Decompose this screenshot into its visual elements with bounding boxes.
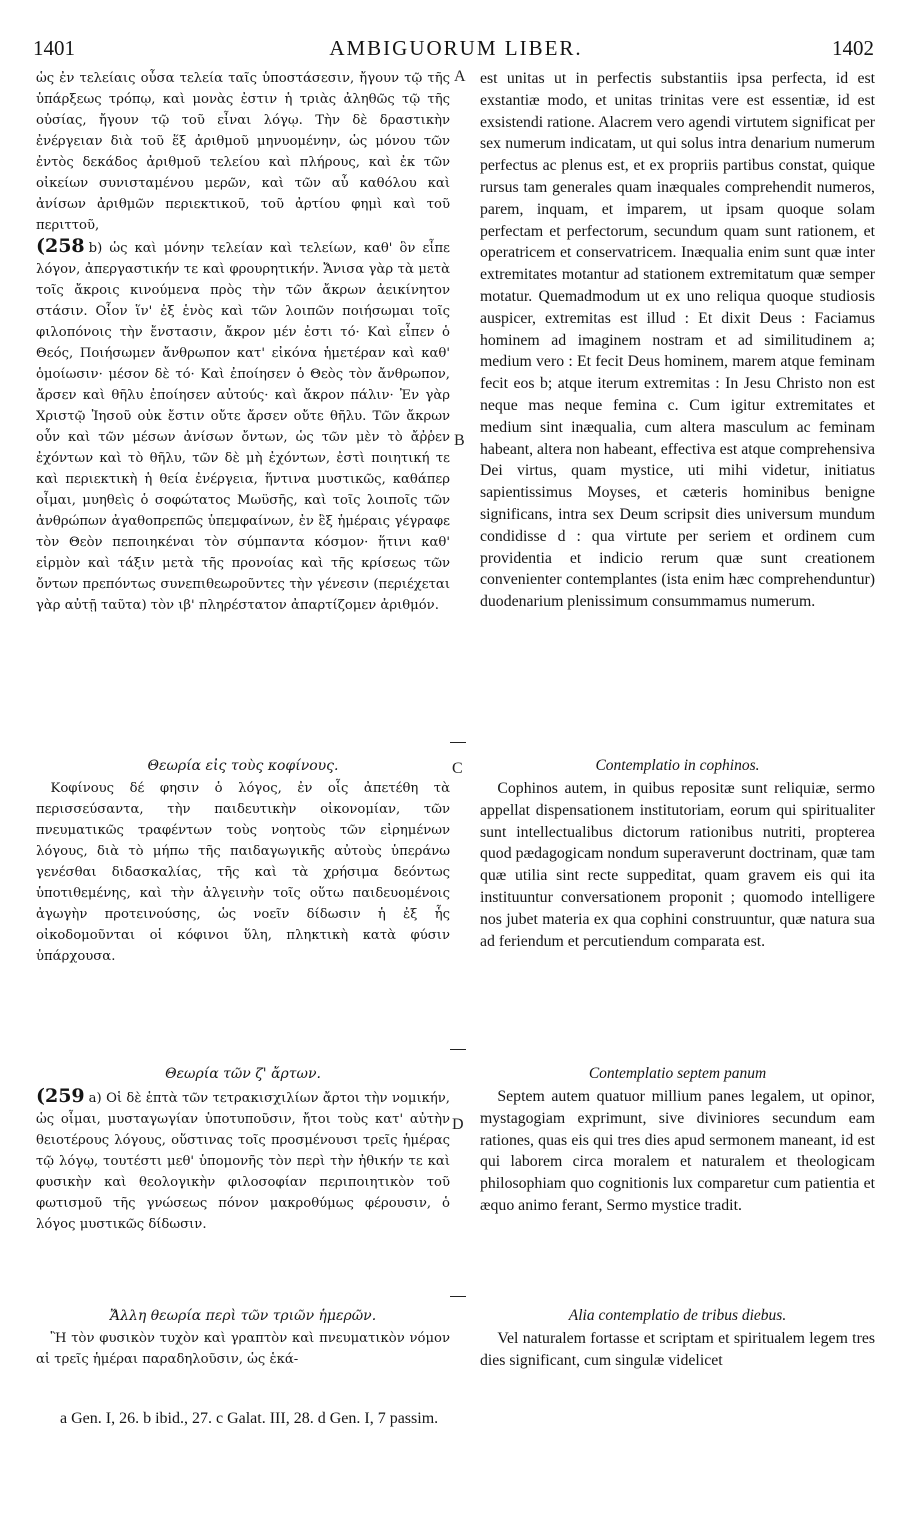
latin-paragraph-3: Septem autem quatuor millium panes legalem, ut opinor, mystagogiam exprimunt, sive diviniores secundum eam rationes, quas eis qui tres dies apud sermonem maneant, id est qui laborem circa moralem et naturalem et theologicam philosophiam quo cognitionis lux comparetur cum patientia et æquo animo ferant, Sermo mystice tradit. <box>480 1088 875 1214</box>
separator-2 <box>450 1049 466 1050</box>
greek-heading-three-days: Ἄλλη θεωρία περὶ τῶν τριῶν ἡμερῶν. <box>109 1308 377 1324</box>
greek-heading-cophinos: Θεωρία εἰς τοὺς κοφίνους. <box>147 758 339 774</box>
margin-marker-a: A <box>454 68 466 85</box>
greek-section-2 <box>36 754 450 967</box>
greek-paragraph-4: Ἢ τὸν φυσικὸν τυχὸν καὶ γραπτὸν καὶ πνευματικὸν νόμον αἱ τρεῖς ἡμέραι παραδηλοῦσιν, ὡς ἑκά- <box>36 1331 450 1367</box>
latin-heading-cophinos: Contemplatio in cophinos. <box>595 757 760 774</box>
latin-section-2 <box>480 754 875 952</box>
greek-paragraph-3-text: Οἱ δὲ ἑπτὰ τῶν τετρακισχιλίων ἄρτοι τὴν νομικήν, ὡς οἶμαι, μυσταγωγίαν ὑποτυποῦσιν, ἤτοι τοὺς κατ' αὐτὴν θειοτέρους λόγους, οὕστινας τοῖς προσμένουσι τρεῖς ἡμέρας τῷ λόγῳ, τουτέστι μεθ' ὑπομονῆς τὸν περὶ τὴν ἠθικήν τε καὶ φυσικὴν καὶ θεολογικὴν φιλοσοφίαν περιποιητικὸν τοῦ φωτισμοῦ τῆς γνώσεως πόνον μακροθύμως φέρουσιν, ὁ λόγος μυστικῶς δίδωσιν. <box>36 1091 450 1232</box>
greek-section-1 <box>36 68 450 616</box>
footnotes: a Gen. I, 26. b ibid., 27. c Galat. III, 28. d Gen. I, 7 passim. <box>60 1410 439 1427</box>
page-number-left: 1401 <box>33 36 75 60</box>
latin-heading-seven-loaves: Contemplatio septem panum <box>588 1065 767 1082</box>
latin-section-1 <box>480 68 875 613</box>
separator-1 <box>450 742 466 743</box>
greek-heading-seven-loaves: Θεωρία τῶν ζ' ἄρτων. <box>165 1066 321 1082</box>
latin-paragraph-1: est unitas ut in perfectis substantiis ipsa perfecta, id est exstantiæ modo, et unitas trinitas vere est essentiæ, id est exsistendi ratione. Alacrem vero agendi virtutem significat per sex numerum indicatam, ut qui solus intra denarium numerum perfectus ac plenus est, et ex propriis partibus constat, quique rursus tam generales quam inæquales comprehendit numeros, parem, inquam, et imparem, ut ipsam quoque solam perfectam et perfectorum, secundum quam sunt rationem, et operatricem et conservatricem. Inæqualia enim sunt quæ inter extremitates motantur ad stationem extremitatum quæ semper motatur. Quemadmodum ut ex uno reliqua quoque studiosis auspicer, extremitas est illud : Et dixit Deus : Faciamus hominem ad imaginem nostram et ad similitudinem a; medium vero : Et fecit Deus hominem, marem atque feminam fecit eos b; atque iterum extremitas : In Jesu Christo non est neque mas neque femina c. Cum igitur extremitates et medium sint inæqualia, cum altera masculum ac feminam habeant, altera non habeant, effectiva est atque comprehensiva Dei virtus, quam mystice, uti mihi videtur, initiatus sapientissimus Moyses, et cæteris hominibus benigne significans, intra sex Deum scripsit dies universum mundum condidisse d : qua virtute per seriem et ordinem cum providentia et indicio rerum quæ sunt creationem convenienter contemplantes (ista enim hæc comprehenduntur) duodenarium plenissimum consummamus numerum. <box>480 70 875 611</box>
greek-paragraph-3 <box>36 1086 450 1235</box>
greek-section-3 <box>36 1062 450 1235</box>
margin-marker-b: B <box>454 432 465 449</box>
margin-marker-d: D <box>452 1116 464 1133</box>
greek-paragraph-1-cont: ὡς καὶ μόνην τελείαν καὶ τελείων, καθ' ὃν εἶπε λόγον, ἀπεργαστικήν τε καὶ φρουρητικήν. Ἄνισα γὰρ τὰ μετὰ τοῖς ἄκροις κινούμενα πρὸς τὴν τῶν ἄκρων ἀεικίνητον στάσιν. Οἷον ἵν' ἐξ ἑνὸς καὶ τῶν λοιπῶν ποιήσωμαι τοῖς φιλοπόνοις τὴν ἔνστασιν, ἄκρον μέν ἐστι τό· Καὶ εἶπεν ὁ Θεός, Ποιήσωμεν ἄνθρωπον κατ' εἰκόνα ἡμετέραν καὶ καθ' ὁμοίωσιν· μέσον δὲ τό· Καὶ ἐποίησεν ὁ Θεὸς τὸν ἄνθρωπον, ἄρσεν καὶ θῆλυ ἐποίησεν αὐτούς· καὶ ἄκρον πάλιν· Ἐν γὰρ Χριστῷ Ἰησοῦ οὐκ ἔστιν οὔτε ἄρσεν οὔτε θῆλυ. Τῶν ἄκρων οὖν καὶ τῶν μέσων ἀνίσων ὄντων, ὡς τῶν μὲν τὸ ἄῤῥεν ἐχόντων καὶ τὸ θῆλυ, τῶν δὲ μὴ ἐχόντων, ἐστὶ ποιητική τε καὶ περιεκτικὴ ἡ θεία ἐνέργεια, ἥντινα μυστικῶς, καθάπερ οἶμαι, μυηθεὶς ὁ σοφώτατος Μωϋσῆς, καὶ τοῖς λοιποῖς τῶν ἀνθρώπων ἀγαθοπρεπῶς ὑπεμφαίνων, ἐν ἓξ ἡμέραις γέγραφε τὸν Θεὸν πεποιηκέναι τὸν σύμπαντα κόσμον· ἥτινι καθ' εἱρμὸν καὶ τάξιν μετὰ τῆς προνοίας καὶ τῆς κρίσεως τῶν ὄντων πρεπόντως συνεπιθεωροῦντες τὴν γένεσιν (περιέχεται γὰρ αὐτῇ ταῦτα) τὸν ιβ' πληρέστατον ἀπαρτίζομεν ἀριθμόν. <box>36 241 450 613</box>
column-number-258: (258 <box>36 235 85 257</box>
greek-paragraph-1: ὡς ἐν τελείαις οὖσα τελεία ταῖς ὑποστάσεσιν, ἤγουν τῷ τῆς ὑπάρξεως τρόπῳ, καὶ μονὰς ἐστιν ἡ τριὰς ἀληθῶς τῷ τῆς οὐσίας, ἤγουν τῷ τοῦ εἶναι λόγῳ. Τὴν δὲ δραστικὴν ἐνέργειαν διὰ τοῦ ἕξ ἀριθμοῦ μηνυομένην, ὡς μόνου τῶν ἐντὸς δεκάδος ἀριθμοῦ τελείου καὶ πλήρους, καὶ ἐκ τῶν οἰκείων συνισταμένου μερῶν, καὶ τῶν αὖ καθόλου καὶ ἀνίσων ἀριθμῶν περιεκτικοῦ, τοῦ ἀρτίου φημὶ καὶ τοῦ περιττοῦ, <box>36 71 450 233</box>
column-number-suffix: b) <box>88 241 103 256</box>
greek-section-4 <box>36 1304 450 1370</box>
running-title: AMBIGUORUM LIBER. <box>329 36 583 60</box>
margin-marker-c: C <box>452 760 463 777</box>
column-number-259: (259 <box>36 1085 85 1107</box>
latin-section-3 <box>480 1062 875 1217</box>
latin-section-4 <box>480 1304 875 1372</box>
greek-paragraph-1b <box>36 236 450 616</box>
latin-heading-three-days: Alia contemplatio de tribus diebus. <box>568 1307 787 1324</box>
column-number-259-suffix: a) <box>88 1091 102 1106</box>
greek-paragraph-2: Κοφίνους δέ φησιν ὁ λόγος, ἐν οἷς ἀπετέθη τὰ περισσεύσαντα, τὴν παιδευτικὴν οἰκονομίαν, τῶν πνευματικῶς τραφέντων τοὺς νοητοὺς τῶν εἰρημένων λόγους, διὰ τὸ μήπω τῆς παιδαγωγικῆς αὐτοὺς ὑπεράνω γενέσθαι διδασκαλίας, τῆς καὶ τὰ χρήσιμα δεόντως ὑποτιθεμένης, καὶ τὴν ἀλγεινὴν τοῖς οὕτω παιδευομένοις ἀγωγὴν προτεινούσης, ὡς νοεῖν δίδωσιν ἡ ἐξ ἧς οἰκοδομοῦνται οἱ κόφινοι ὕλη, πληκτικὴ κατὰ φύσιν ὑπάρχουσα. <box>36 781 450 964</box>
latin-paragraph-2: Cophinos autem, in quibus repositæ sunt reliquiæ, sermo appellat dispensationem institutoriam, eorum qui spiritualiter sunt intellectualibus dictorum rationibus nutriti, propterea quod pædagogicam nondum superaverunt doctrinam, quæ tam quæ utilia sint recte suppeditat, quam gravem eis qui ita instituuntur conversationem proponit ; quomodo intelligere nos jubet materia ex qua cophini construuntur, quæ natura sua ad feriendum et percutiendum comparata est. <box>480 780 875 950</box>
separator-3 <box>450 1296 466 1297</box>
page-number-right: 1402 <box>832 36 874 60</box>
latin-paragraph-4: Vel naturalem fortasse et scriptam et spiritualem legem tres dies significant, cum singulæ videlicet <box>480 1330 875 1369</box>
